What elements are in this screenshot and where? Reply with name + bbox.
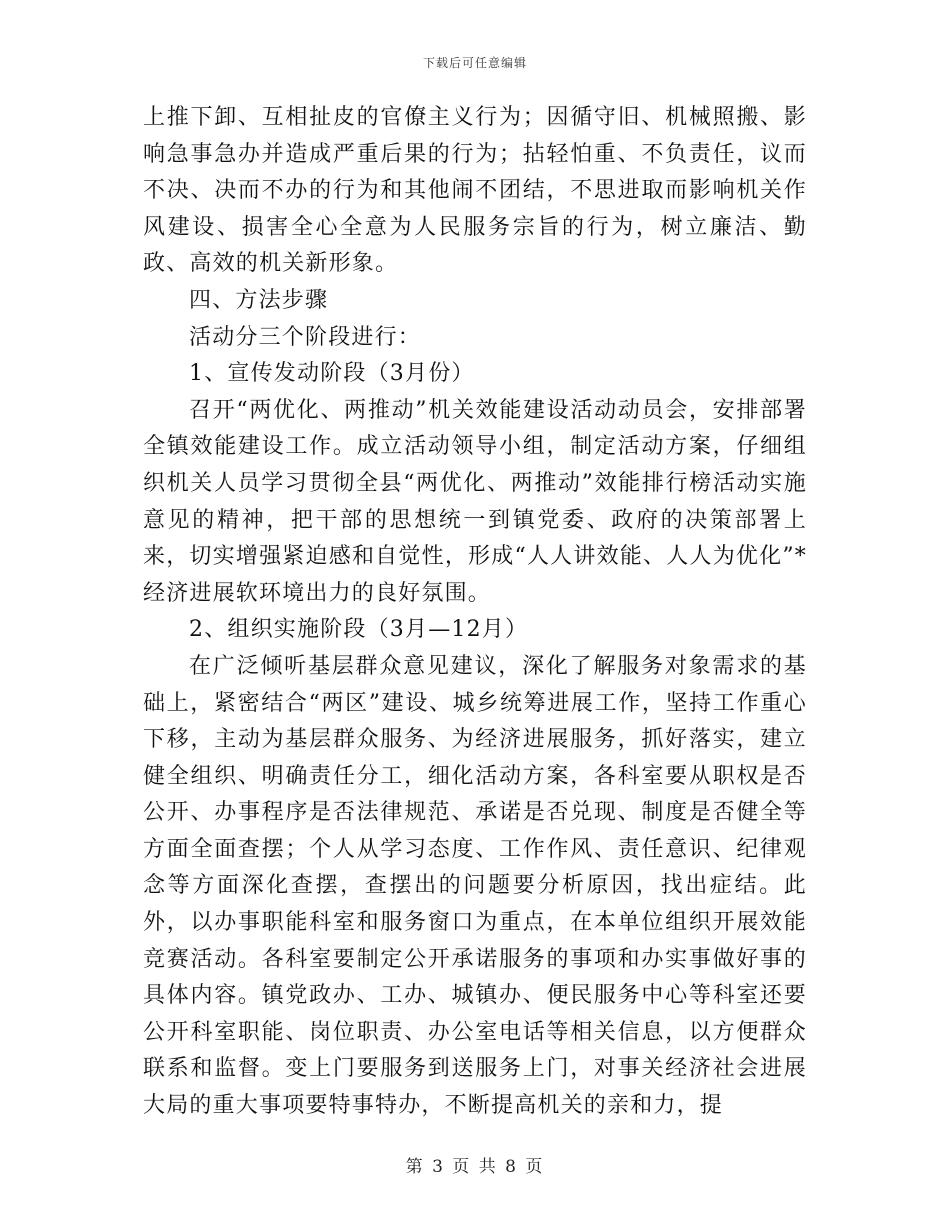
- page-number: 第 3 页 共 8 页: [405, 1157, 545, 1177]
- paragraph-stage-1: 召开“两优化、两推动”机关效能建设活动动员会，安排部署全镇效能建设工作。成立活动领导小组，制定活动方案，仔细组织机关人员学习贯彻全县“两优化、两推动”效能排行榜活动实施意见的精神，把干部的思想统一到镇党委、政府的决策部署上来，切实增强紧迫感和自觉性，形成“人人讲效能、人人为优化”*经济进展软环境出力的良好氛围。: [143, 397, 807, 606]
- paragraph-continuation: 上推下卸、互相扯皮的官僚主义行为；因循守旧、机械照搬、影响急事急办并造成严重后果的行为；拈轻怕重、不负责任，议而不决、决而不办的行为和其他闹不团结，不思进取而影响机关作风建设、损害全心全意为人民服务宗旨的行为，树立廉洁、勤政、高效的机关新形象。: [143, 105, 807, 277]
- stage-heading-1: 1、宣传发动阶段（3月份）: [189, 361, 475, 387]
- section-heading-methods: 四、方法步骤: [189, 287, 329, 313]
- paragraph-intro: 活动分三个阶段进行：: [189, 324, 422, 350]
- stage-heading-2: 2、组织实施阶段（3月—12月）: [189, 617, 529, 643]
- page-header: 下载后可任意编辑: [422, 56, 527, 70]
- document-body: [143, 100, 807, 1125]
- paragraph-stage-2: 在广泛倾听基层群众意见建议，深化了解服务对象需求的基础上，紧密结合“两区”建设、城乡统筹进展工作，坚持工作重心下移，主动为基层群众服务、为经济进展服务，抓好落实，建立健全组织、明确责任分工，细化活动方案，各科室要从职权是否公开、办事程序是否法律规范、承诺是否兑现、制度是否健全等方面全面查摆；个人从学习态度、工作作风、责任意识、纪律观念等方面深化查摆，查摆出的问题要分析原因，找出症结。此外，以办事职能科室和服务窗口为重点，在本单位组织开展效能竞赛活动。各科室要制定公开承诺服务的事项和办实事做好事的具体内容。镇党政办、工办、城镇办、便民服务中心等科室还要公开科室职能、岗位职责、办公室电话等相关信息，以方便群众联系和监督。变上门要服务到送服务上门，对事关经济社会进展大局的重大事项要特事特办，不断提高机关的亲和力，提: [143, 653, 807, 1119]
